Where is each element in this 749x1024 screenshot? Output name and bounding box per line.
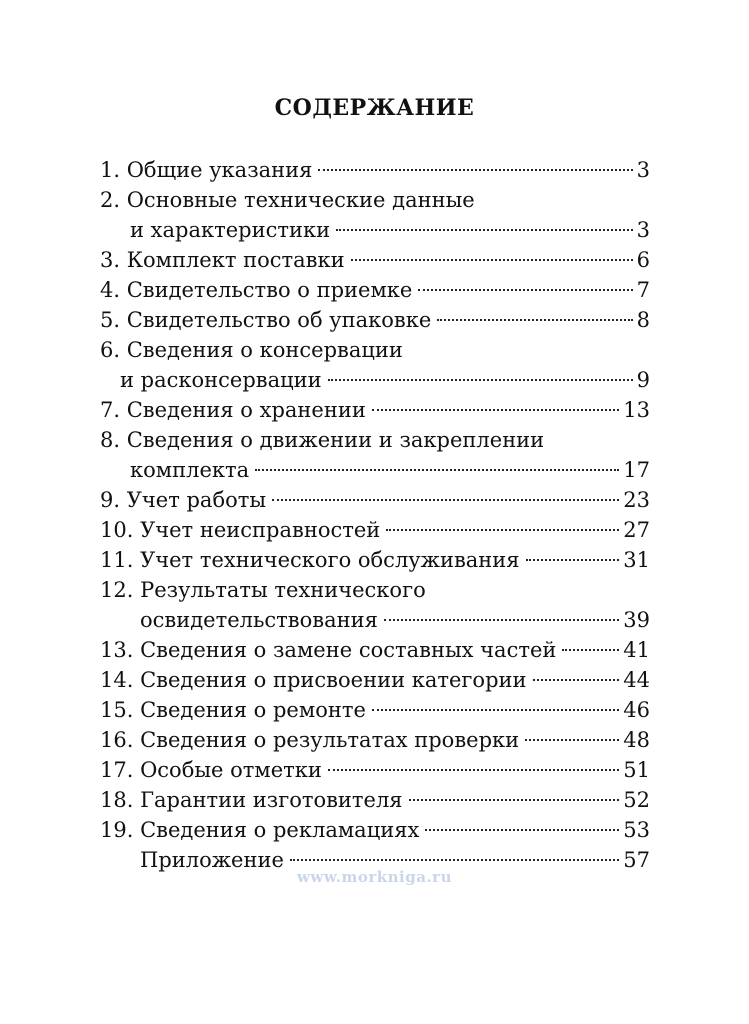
- toc-entry-text: 18. Гарантии изготовителя: [100, 788, 403, 812]
- toc-entry-8-cont: [100, 455, 650, 485]
- dot-leader: [272, 499, 619, 501]
- toc-entry-15: [100, 695, 650, 725]
- toc-entry-text: 12. Результаты технического: [100, 578, 426, 602]
- dot-leader: [372, 409, 619, 411]
- toc-entry-text: 14. Сведения о присвоении категории: [100, 668, 527, 692]
- toc-entry-text: 17. Особые отметки: [100, 758, 322, 782]
- toc-page-number: 51: [623, 758, 650, 782]
- dot-leader: [328, 769, 619, 771]
- toc-page-number: 17: [623, 458, 650, 482]
- dot-leader: [533, 679, 620, 681]
- dot-leader: [386, 529, 619, 531]
- dot-leader: [409, 799, 620, 801]
- toc-page-number: 41: [623, 638, 650, 662]
- toc-entry-text: 11. Учет технического обслуживания: [100, 548, 520, 572]
- toc-entry-text: 8. Сведения о движении и закреплении: [100, 428, 545, 452]
- toc-entry-16: [100, 725, 650, 755]
- toc-entry-text: Приложение: [140, 848, 284, 872]
- toc-entry-18: [100, 785, 650, 815]
- dot-leader: [372, 709, 619, 711]
- toc-entry-text: 7. Сведения о хранении: [100, 398, 366, 422]
- toc-entry-text: 16. Сведения о результатах проверки: [100, 728, 520, 752]
- watermark: www.morkniga.ru: [297, 868, 452, 886]
- toc-entry-text: 3. Комплект поставки: [100, 248, 345, 272]
- toc-entry-4: [100, 275, 650, 305]
- toc-page-number: 8: [636, 308, 650, 332]
- toc-entry-11: [100, 545, 650, 575]
- toc-entry-6-cont: [100, 365, 650, 395]
- page-title: СОДЕРЖАНИЕ: [274, 95, 475, 121]
- toc-entry-10: [100, 515, 650, 545]
- toc-entry-12: [100, 575, 650, 605]
- toc-entry-3: [100, 245, 650, 275]
- toc-entry-12-cont: [100, 605, 650, 635]
- toc-entry-8: [100, 425, 650, 455]
- dot-leader: [328, 379, 633, 381]
- toc-entry-14: [100, 665, 650, 695]
- toc-entry-6: [100, 335, 650, 365]
- toc-page-number: 3: [636, 218, 650, 242]
- toc-entry-text: и расконсервации: [120, 368, 322, 392]
- dot-leader: [418, 289, 632, 291]
- toc-page-number: 53: [623, 818, 650, 842]
- toc-entry-text: 13. Сведения о замене составных частей: [100, 638, 557, 662]
- toc-entry-13: [100, 635, 650, 665]
- toc-entry-17: [100, 755, 650, 785]
- dot-leader: [318, 169, 632, 171]
- dot-leader: [351, 259, 633, 261]
- toc-entry-text: 2. Основные технические данные: [100, 188, 475, 212]
- toc-page-number: 7: [636, 278, 650, 302]
- toc-page-number: 31: [623, 548, 650, 572]
- toc-entry-1: [100, 155, 650, 185]
- dot-leader: [437, 319, 632, 321]
- dot-leader: [336, 229, 633, 231]
- toc-entry-text: освидетельствования: [140, 608, 378, 632]
- toc-entry-2-cont: [100, 215, 650, 245]
- dot-leader: [526, 559, 620, 561]
- toc-entry-text: 15. Сведения о ремонте: [100, 698, 366, 722]
- toc-page-number: 52: [623, 788, 650, 812]
- toc-entry-text: 10. Учет неисправностей: [100, 518, 381, 542]
- toc-entry-text: 6. Сведения о консервации: [100, 338, 403, 362]
- toc-entry-5: [100, 305, 650, 335]
- toc-entry-2: [100, 185, 650, 215]
- dot-leader: [525, 739, 619, 741]
- toc-entry-text: 9. Учет работы: [100, 488, 267, 512]
- toc-page-number: 46: [623, 698, 650, 722]
- toc-page-number: 13: [623, 398, 650, 422]
- toc-entry-text: 19. Сведения о рекламациях: [100, 818, 420, 842]
- toc-page-number: 48: [623, 728, 650, 752]
- toc-page-number: 44: [623, 668, 650, 692]
- dot-leader: [425, 829, 619, 831]
- toc-page-number: 27: [623, 518, 650, 542]
- toc-entry-7: [100, 395, 650, 425]
- toc-entry-text: и характеристики: [130, 218, 331, 242]
- toc-entry-text: 1. Общие указания: [100, 158, 313, 182]
- toc-entry-text: 5. Свидетельство об упаковке: [100, 308, 432, 332]
- toc-entry-9: [100, 485, 650, 515]
- toc-page-number: 3: [636, 158, 650, 182]
- toc-entry-text: комплекта: [130, 458, 250, 482]
- dot-leader: [562, 649, 619, 651]
- toc-page-number: 57: [623, 848, 650, 872]
- dot-leader: [255, 469, 619, 471]
- toc-entry-text: 4. Свидетельство о приемке: [100, 278, 413, 302]
- dot-leader: [290, 859, 619, 861]
- toc-page-number: 9: [636, 368, 650, 392]
- table-of-contents: [100, 155, 650, 875]
- toc-page-number: 6: [636, 248, 650, 272]
- toc-entry-19: [100, 815, 650, 845]
- dot-leader: [384, 619, 619, 621]
- toc-page-number: 23: [623, 488, 650, 512]
- toc-page-number: 39: [623, 608, 650, 632]
